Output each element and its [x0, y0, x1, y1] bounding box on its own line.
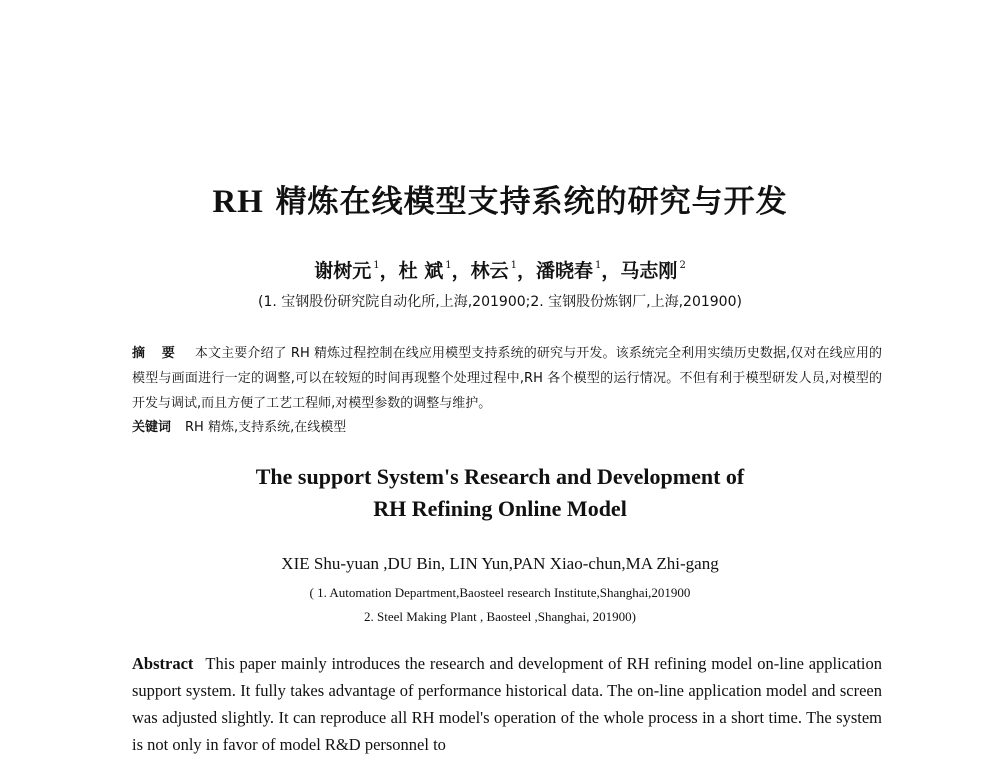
chinese-keywords — [132, 415, 882, 440]
author-name: 谢树元 — [314, 260, 372, 282]
chinese-abstract — [132, 341, 882, 416]
english-authors: XIE Shu-yuan ,DU Bin, LIN Yun,PAN Xiao-chun,MA Zhi-gang — [281, 554, 719, 573]
chinese-abstract-label: 摘 要 — [132, 346, 181, 361]
author-name: 马志刚 — [620, 260, 678, 282]
english-abstract-label: Abstract — [132, 654, 194, 673]
english-title — [0, 461, 1000, 525]
author-separator: ， — [451, 260, 471, 282]
author-affil-mark: 1 — [510, 260, 517, 271]
author-name: 杜 斌 — [398, 260, 444, 282]
english-abstract-text: This paper mainly introduces the research and development of RH refining model on-line application support system. It fully takes advantage of performance historical data. The on-line application model and screen was adjusted slightly. It can reproduce all RH model's operation of the whole process in a short time. The system is not only in favor of model R&D personnel to — [132, 654, 882, 754]
chinese-abstract-text: 本文主要介绍了 RH 精炼过程控制在线应用模型支持系统的研究与开发。该系统完全利用实绩历史数据,仅对在线应用的模型与画面进行一定的调整,可以在较短的时间再现整个处理过程中,RH 各个模型的运行情况。不但有利于模型研发人员,对模型的开发与调试,而且方便了工艺工程师,对模型参数的调整与维护。 — [132, 346, 882, 411]
author-separator: ， — [601, 260, 621, 282]
english-affiliation — [0, 581, 1000, 629]
english-affiliation-line-2: 2. Steel Making Plant , Baosteel ,Shanghai, 201900) — [364, 609, 636, 624]
english-title-line-1: The support System's Research and Development of — [255, 464, 745, 489]
author-separator: ， — [517, 260, 537, 282]
chinese-title-latin: RH — [212, 184, 264, 220]
chinese-affiliation: (1. 宝钢股份研究院自动化所,上海,201900;2. 宝钢股份炼钢厂,上海,201900) — [258, 294, 742, 310]
author-name: 潘晓春 — [536, 260, 594, 282]
chinese-keywords-text: RH 精炼,支持系统,在线模型 — [185, 420, 347, 435]
author-affil-mark: 1 — [595, 260, 602, 271]
author-affil-mark: 1 — [373, 260, 380, 271]
chinese-authors — [0, 256, 1000, 283]
english-abstract — [132, 650, 882, 758]
author-name: 林云 — [470, 260, 509, 282]
chinese-title-text: 精炼在线模型支持系统的研究与开发 — [275, 184, 788, 220]
chinese-keywords-label: 关键词 — [132, 420, 172, 435]
author-separator: ， — [379, 260, 399, 282]
english-affiliation-line-1: ( 1. Automation Department,Baosteel research Institute,Shanghai,201900 — [309, 585, 691, 600]
english-title-line-2: RH Refining Online Model — [373, 496, 627, 521]
chinese-title — [0, 176, 1000, 221]
author-affil-mark: 2 — [679, 260, 686, 271]
author-affil-mark: 1 — [445, 260, 452, 271]
